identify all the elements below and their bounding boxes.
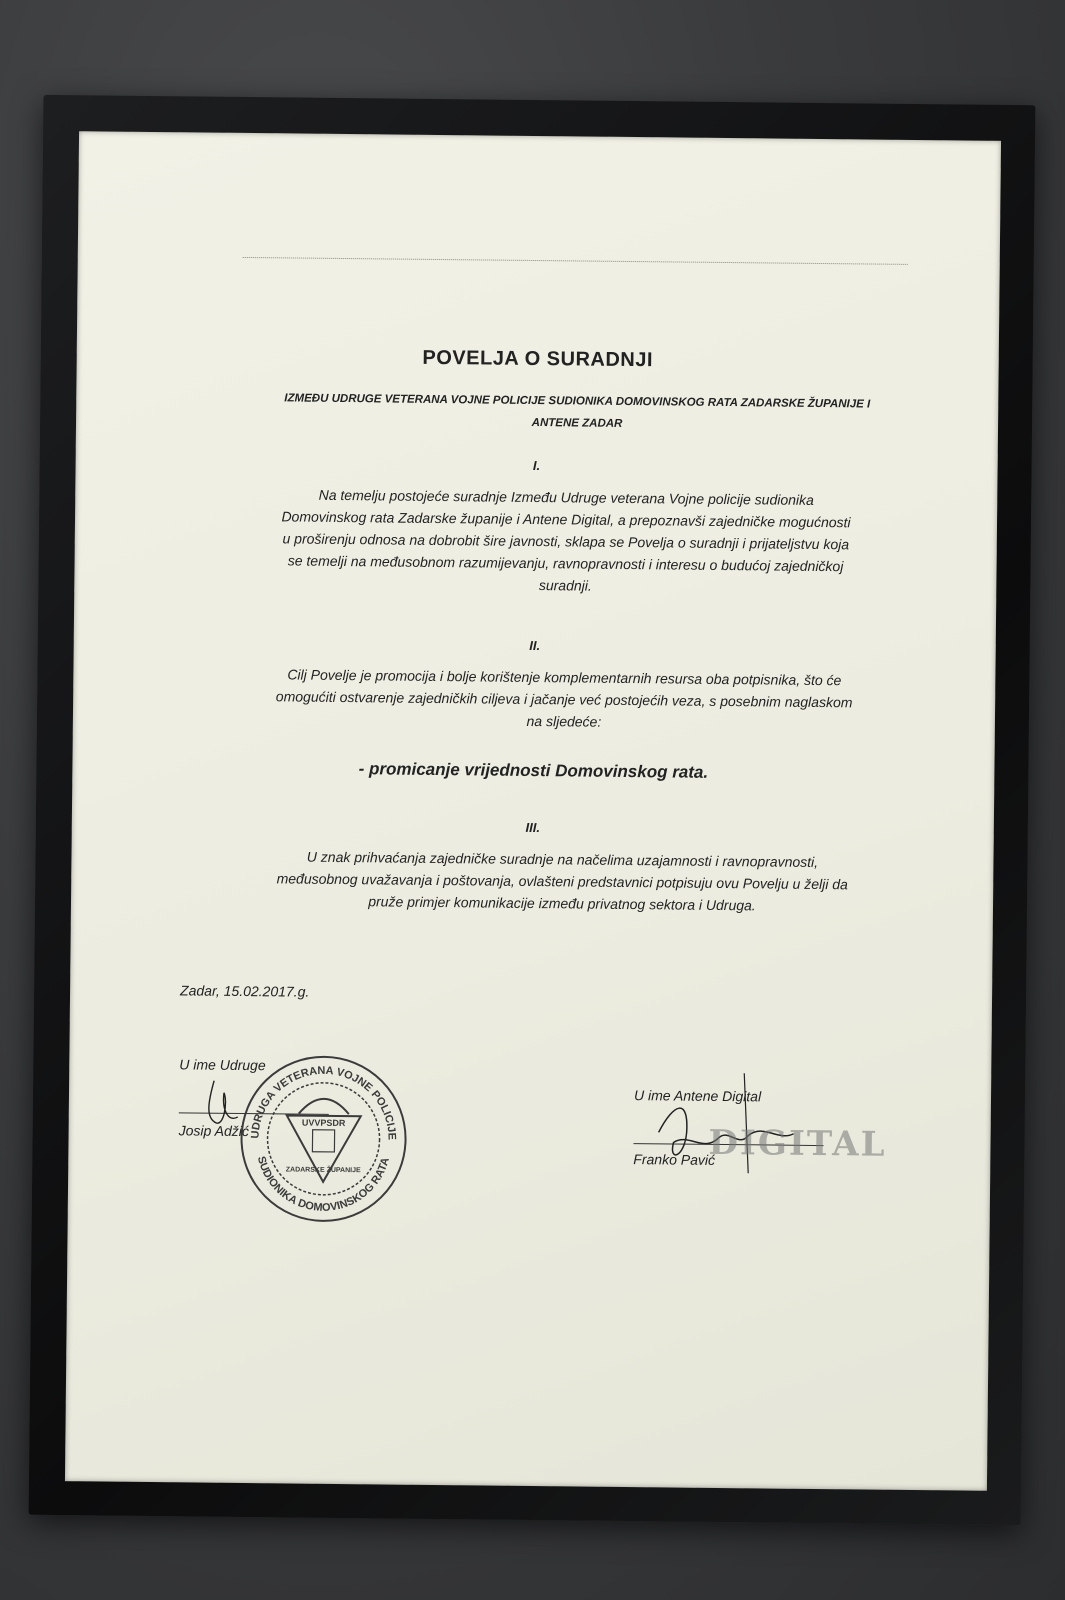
section-1-paragraph: [204, 483, 927, 601]
highlight-goal: - promicanje vrijednosti Domovinskog rata.: [358, 759, 709, 782]
paragraph-line: U znak prihvaćanja zajedničke suradnje na načelima uzajamnosti i ravnopravnosti,: [306, 848, 819, 870]
right-signature-label: U ime Antene Digital: [633, 1087, 762, 1105]
paragraph-line: omogućiti ostvarenje zajedničkih ciljeva i jačanje već postojećih veza, s posebnim naglaskom: [275, 688, 853, 711]
picture-frame: [29, 95, 1036, 1525]
paragraph-line: pruže primjer komunikacije između privatnog sektora i Udruga.: [368, 893, 756, 914]
document-date: Zadar, 15.02.2017.g.: [180, 982, 310, 1000]
paragraph-line: međusobnog uvažavanja i poštovanja, ovlašteni predstavnici potpisuju ovu Povelju u želji da: [276, 870, 848, 893]
charter-document: [65, 131, 1001, 1491]
section-3-paragraph: [201, 845, 924, 919]
paragraph-line: se temelji na međusobnom razumijevanju, ravnopravnosti i interesu o budućoj zajedničkoj: [287, 552, 844, 575]
subtitle-line: IZMEĐU UDRUGE VETERANA VOJNE POLICIJE SUDIONIKA DOMOVINSKOG RATA ZADARSKE ŽUPANIJE I: [284, 392, 871, 411]
left-signature-name: Josip Adžić: [178, 1122, 250, 1140]
paragraph-line: Domovinskog rata Zadarske županije i Antene Digital, a prepoznavši zajedničke mogućnosti: [281, 508, 851, 531]
section-heading-2: II.: [529, 637, 541, 654]
paragraph-line: u proširenju odnosa na dobrobit šire javnosti, sklapa se Povelja o suradnji i prijateljstvu koja: [282, 530, 850, 553]
stamp-top-text: UDRUGA VETERANA VOJNE POLICIJE: [249, 1064, 398, 1141]
section-heading-1: I.: [532, 457, 541, 474]
top-dotted-rule: [243, 257, 908, 265]
paragraph-line: Na temelju postojeće suradnje Između Udruge veterana Vojne policije sudionika: [318, 486, 814, 508]
right-signature-name: Franko Pavić: [633, 1151, 716, 1168]
association-stamp: [238, 1053, 410, 1225]
paragraph-line: suradnji.: [538, 577, 592, 594]
document-subtitle: [226, 387, 928, 438]
paragraph-line: Cilj Povelje je promocija i bolje korištenje komplementarnih resursa oba potpisnika, što će: [287, 666, 842, 689]
stamp-bottom-text: SUDIONIKA DOMOVINSKOG RATA: [254, 1155, 392, 1214]
section-2-paragraph: [203, 663, 926, 737]
stamp-emblem-text: UVVPSDR: [301, 1117, 346, 1129]
subtitle-line: ANTENE ZADAR: [531, 416, 623, 430]
digital-company-stamp: [708, 1122, 887, 1195]
section-heading-3: III.: [525, 819, 541, 836]
left-signature-label: U ime Udruge: [179, 1056, 266, 1074]
document-title: POVELJA O SURADNJI: [422, 346, 654, 372]
stamp-inner-text: ZADARSKE ŽUPANIJE: [285, 1166, 361, 1175]
digital-stamp-word: DIGITAL: [708, 1122, 887, 1165]
paragraph-line: na sljedeće:: [526, 712, 602, 730]
